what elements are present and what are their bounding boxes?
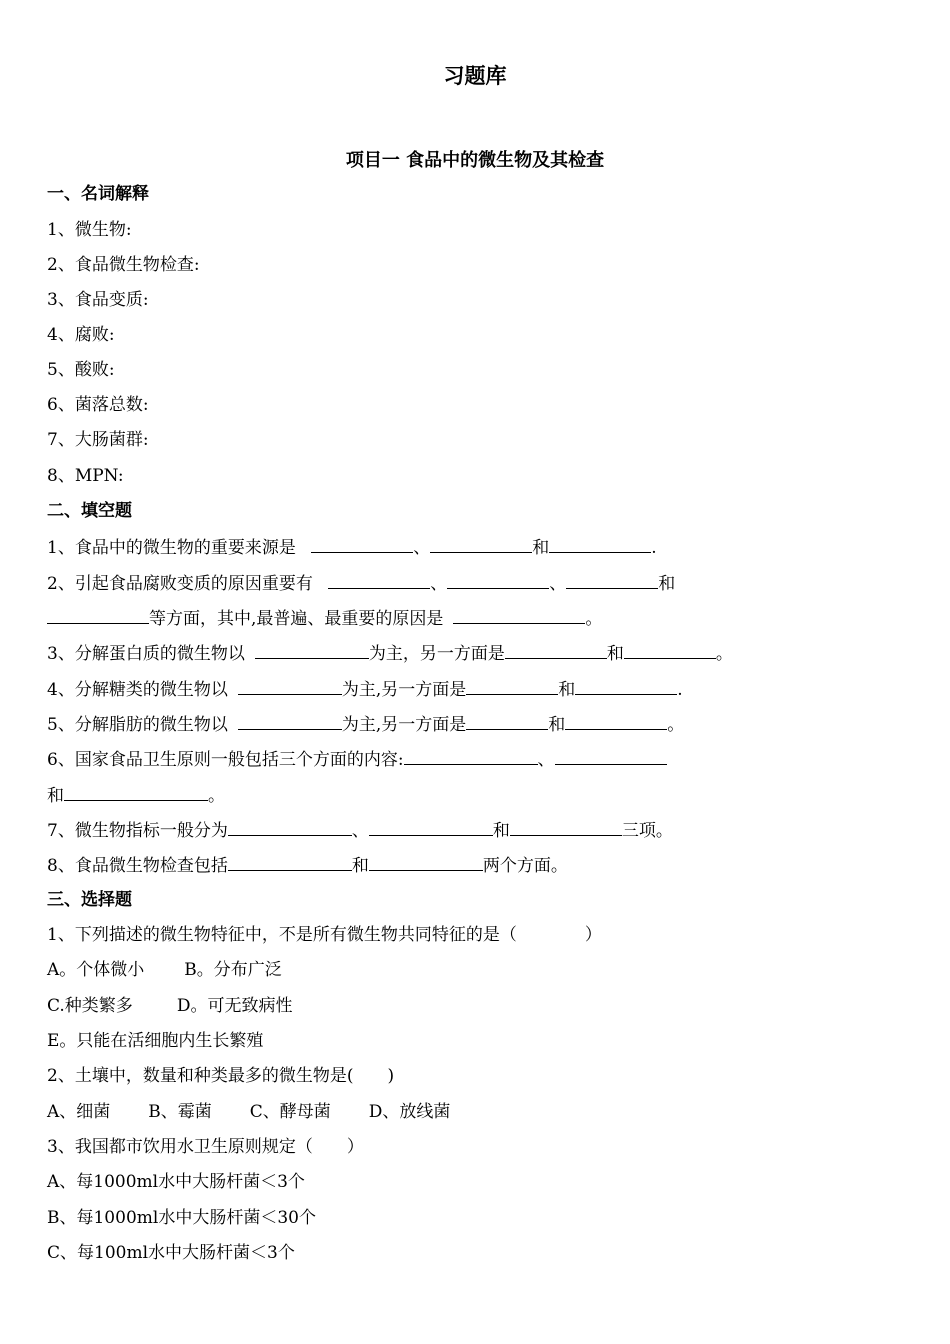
choice-options-row (47, 958, 282, 982)
question-text: 和 (47, 786, 64, 806)
question-text: 5、分解脂肪的微生物以 (47, 715, 228, 735)
choice-option[interactable]: A、每1000ml水中大肠杆菌＜3个 (47, 1172, 305, 1192)
question-text: 。 (667, 715, 685, 735)
answer-blank[interactable] (404, 746, 538, 765)
question-text: 为主,另一方面是 (341, 680, 467, 700)
section-heading-definitions: 一、名词解释 (47, 184, 149, 204)
question-text: 、 (430, 574, 448, 594)
answer-blank[interactable] (549, 534, 651, 553)
question-text: 和 (558, 680, 576, 700)
choice-option[interactable]: B、霉菌 (148, 1102, 212, 1122)
definition-item: 1、微生物: (47, 220, 132, 240)
fill-question-8 (47, 852, 568, 878)
choice-option[interactable]: E。只能在活细胞内生长繁殖 (47, 1031, 264, 1051)
question-text: . (677, 680, 683, 700)
fill-question-4 (47, 676, 683, 702)
choice-option[interactable]: B、每1000ml水中大肠杆菌＜30个 (47, 1208, 316, 1228)
answer-blank[interactable] (238, 676, 342, 695)
answer-blank[interactable] (466, 676, 558, 695)
choice-option[interactable]: A、细菌 (47, 1102, 111, 1122)
choice-question-1: 1、下列描述的微生物特征中，不是所有微生物共同特征的是（ ） (47, 925, 602, 945)
answer-blank[interactable] (228, 817, 352, 836)
choice-option[interactable]: D、放线菌 (368, 1102, 451, 1122)
section-heading-multiple-choice: 三、选择题 (47, 890, 132, 910)
fill-question-1 (47, 534, 657, 560)
answer-blank[interactable] (369, 817, 493, 836)
definition-item: 8、MPN: (47, 466, 124, 486)
answer-blank[interactable] (466, 711, 548, 730)
definition-item: 7、大肠菌群: (47, 430, 149, 450)
section-heading-fill-blank: 二、填空题 (47, 501, 132, 521)
question-text: 和 (658, 574, 676, 594)
definition-item: 2、食品微生物检查: (47, 255, 200, 275)
choice-question-3: 3、我国都市饮用水卫生原则规定（ ） (47, 1137, 364, 1157)
question-text: 4、分解糖类的微生物以 (47, 680, 228, 700)
choice-options-row (47, 994, 292, 1018)
question-text: 3、分解蛋白质的微生物以 (47, 644, 245, 664)
answer-blank[interactable] (311, 534, 413, 553)
fill-question-7 (47, 817, 673, 843)
question-text: . (651, 538, 657, 558)
definition-item: 6、菌落总数: (47, 395, 149, 415)
question-text: 。 (715, 644, 733, 664)
answer-blank[interactable] (64, 782, 208, 801)
answer-blank[interactable] (430, 534, 532, 553)
choice-option[interactable]: C、酵母菌 (249, 1102, 331, 1122)
choice-question-2: 2、土壤中，数量和种类最多的微生物是( ) (47, 1066, 395, 1086)
question-text: 、 (549, 574, 567, 594)
definition-item: 4、腐败: (47, 325, 115, 345)
answer-blank[interactable] (510, 817, 622, 836)
question-text: 和 (492, 821, 510, 841)
question-text: 两个方面。 (482, 856, 568, 876)
answer-blank[interactable] (255, 640, 369, 659)
choice-option[interactable]: D。可无致病性 (176, 996, 293, 1016)
question-text: 三项。 (621, 821, 673, 841)
definition-item: 5、酸败: (47, 360, 115, 380)
fill-question-6 (47, 746, 667, 772)
question-text: 8、食品微生物检查包括 (47, 856, 228, 876)
answer-blank[interactable] (228, 852, 352, 871)
answer-blank[interactable] (453, 605, 585, 624)
question-text: 和 (351, 856, 369, 876)
definition-item: 3、食品变质: (47, 290, 149, 310)
question-text: 和 (606, 644, 624, 664)
answer-blank[interactable] (505, 640, 607, 659)
fill-question-5 (47, 711, 684, 737)
question-text: 和 (532, 538, 550, 558)
answer-blank[interactable] (566, 570, 658, 589)
question-text: 、 (351, 821, 369, 841)
choice-option[interactable]: C、每100ml水中大肠杆菌＜3个 (47, 1243, 295, 1263)
question-text: 、 (537, 750, 555, 770)
answer-blank[interactable] (328, 570, 430, 589)
question-text: 2、引起食品腐败变质的原因重要有 (47, 574, 313, 594)
fill-question-3 (47, 640, 733, 666)
answer-blank[interactable] (369, 852, 483, 871)
answer-blank[interactable] (47, 605, 149, 624)
choice-option[interactable]: A。个体微小 (47, 960, 145, 980)
answer-blank[interactable] (447, 570, 549, 589)
question-text: 等方面，其中,最普遍、最重要的原因是 (149, 609, 444, 629)
fill-question-2 (47, 570, 675, 596)
answer-blank[interactable] (575, 676, 677, 695)
question-text: 7、微生物指标一般分为 (47, 821, 228, 841)
question-text: 。 (208, 786, 225, 806)
answer-blank[interactable] (624, 640, 716, 659)
answer-blank[interactable] (555, 746, 667, 765)
fill-question-2-cont (47, 605, 602, 631)
question-text: 6、国家食品卫生原则一般包括三个方面的内容: (47, 750, 404, 770)
project-title: 项目一 食品中的微生物及其检查 (345, 150, 605, 171)
fill-question-6-cont (47, 782, 225, 808)
question-text: 为主,另一方面是 (341, 715, 467, 735)
question-text: 、 (413, 538, 431, 558)
question-text: 1、食品中的微生物的重要来源是 (47, 538, 296, 558)
document-title: 习题库 (443, 64, 507, 88)
choice-option[interactable]: B。分布广泛 (184, 960, 282, 980)
question-text: 为主，另一方面是 (368, 644, 505, 664)
choice-option[interactable]: C.种类繁多 (47, 996, 133, 1016)
question-text: 。 (585, 609, 603, 629)
answer-blank[interactable] (238, 711, 342, 730)
choice-options-row (47, 1100, 450, 1124)
answer-blank[interactable] (565, 711, 667, 730)
question-text: 和 (548, 715, 566, 735)
